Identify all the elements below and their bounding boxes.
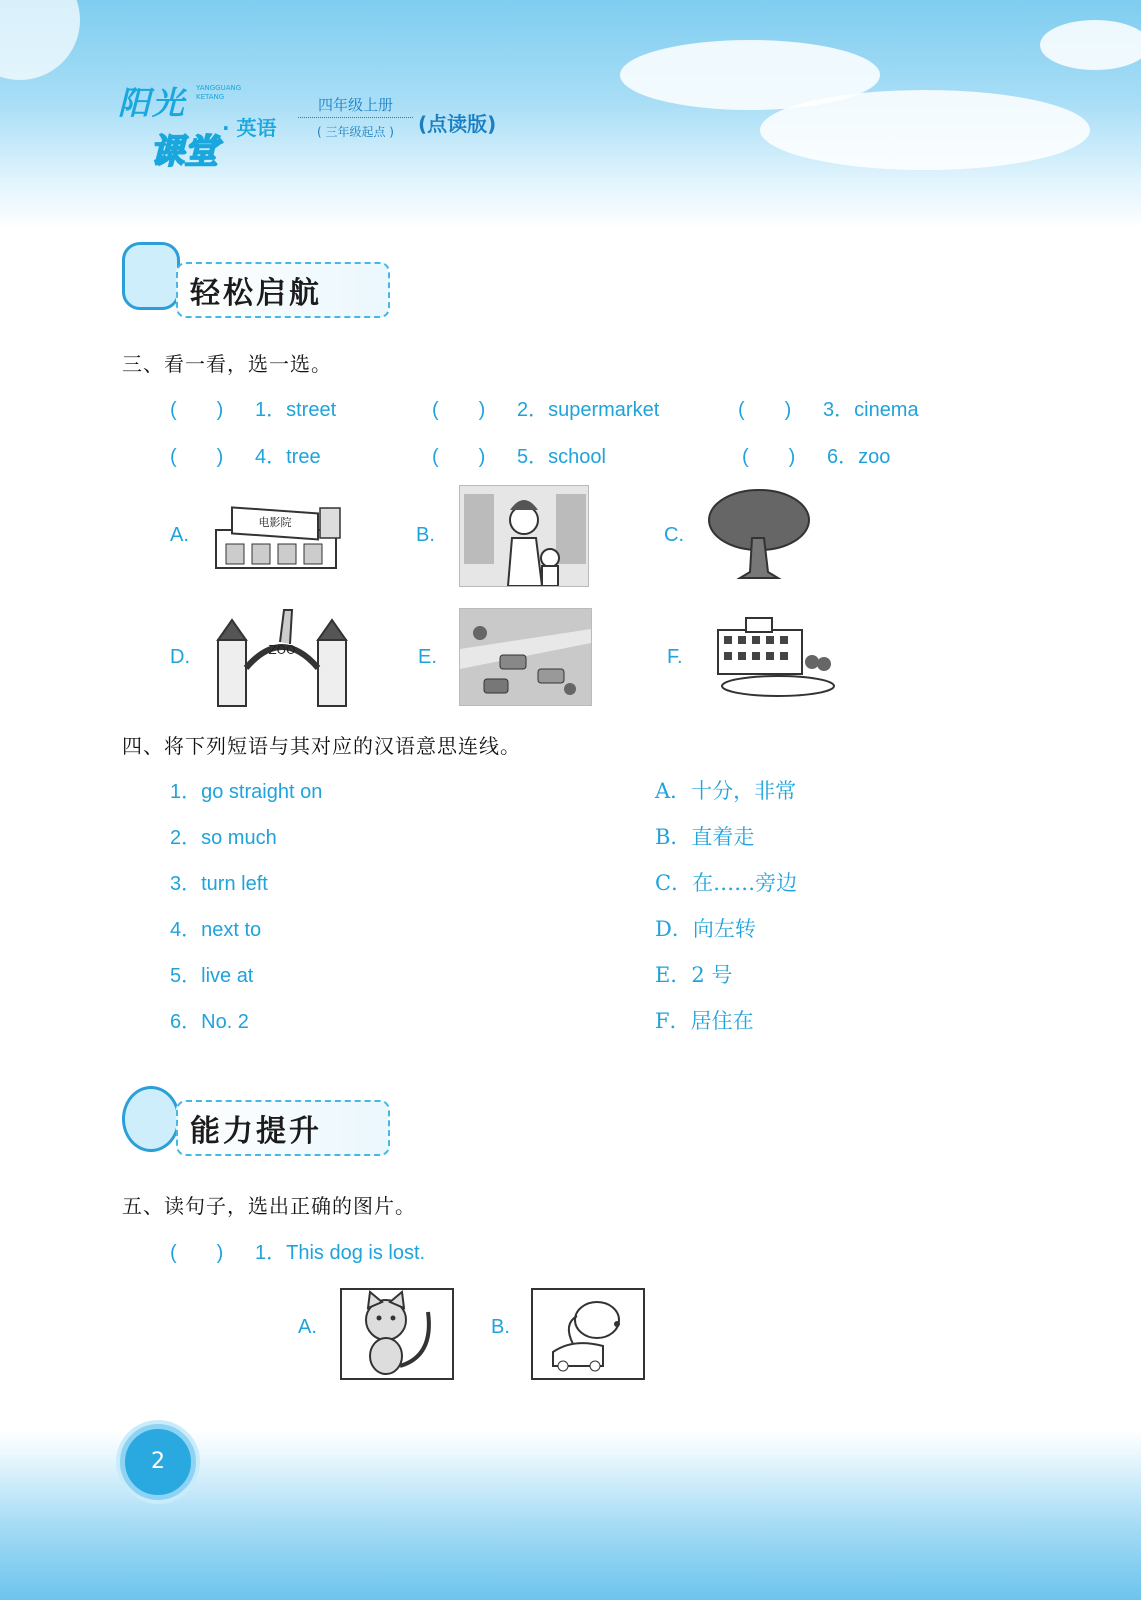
- phrase-en[interactable]: 6．No. 2: [170, 1011, 249, 1033]
- answer-blank[interactable]: ( ): [432, 399, 486, 421]
- phrase-cn[interactable]: E．2 号: [655, 963, 733, 987]
- grade-label: 四年级上册: [298, 94, 413, 118]
- option-letter: A.: [298, 1316, 317, 1338]
- section-title: 轻松启航: [190, 276, 322, 311]
- item-label: 1．street: [255, 399, 337, 421]
- phrase-en[interactable]: 2．so much: [170, 827, 277, 849]
- option-letter: B.: [416, 524, 435, 546]
- option-letter: A.: [170, 524, 189, 546]
- phrase-cn[interactable]: F．居住在: [655, 1009, 754, 1033]
- cat-icon[interactable]: [340, 1288, 454, 1380]
- phrase-cn[interactable]: C．在……旁边: [655, 871, 798, 895]
- supermarket-icon: [459, 485, 589, 587]
- item-label: 3．cinema: [823, 399, 919, 421]
- start-label: ( 三年级起点 ): [317, 125, 394, 139]
- subject-label: · 英语: [222, 116, 277, 140]
- answer-blank[interactable]: ( ): [170, 1242, 224, 1264]
- cinema-sign: 电影院: [258, 516, 292, 529]
- phrase-en[interactable]: 5．live at: [170, 965, 254, 987]
- tree-icon: [706, 486, 812, 582]
- phrase-en[interactable]: 4．next to: [170, 919, 262, 941]
- school-icon: [708, 614, 838, 698]
- section-title: 能力提升: [190, 1114, 322, 1149]
- answer-blank[interactable]: ( ): [170, 399, 224, 421]
- item-label: 2．supermarket: [517, 399, 660, 421]
- option-letter: F.: [667, 646, 683, 668]
- dog-icon[interactable]: [531, 1288, 645, 1380]
- cloud: [1040, 20, 1141, 70]
- mascot-icon: [122, 1086, 180, 1152]
- zoo-sign: ZOO: [268, 643, 296, 657]
- logo-small-text: YANGGUANG KETANG: [196, 84, 242, 101]
- cloud: [760, 90, 1090, 170]
- question-title: 五、读句子，选出正确的图片。: [122, 1194, 416, 1218]
- phrase-en[interactable]: 3．turn left: [170, 873, 268, 895]
- phrase-cn[interactable]: A．十分，非常: [655, 779, 797, 803]
- answer-blank[interactable]: ( ): [738, 399, 792, 421]
- logo-line2: 课堂: [150, 132, 218, 172]
- version-label: (点读版): [418, 112, 497, 136]
- option-letter: C.: [664, 524, 684, 546]
- item-label: 1．This dog is lost.: [255, 1242, 426, 1264]
- item-label: 4．tree: [255, 446, 321, 468]
- item-label: 6．zoo: [827, 446, 891, 468]
- phrase-cn[interactable]: B．直着走: [655, 825, 755, 849]
- item-label: 5．school: [517, 446, 606, 468]
- option-letter: D.: [170, 646, 190, 668]
- page-number: 2: [120, 1424, 196, 1500]
- option-letter: B.: [491, 1316, 510, 1338]
- cinema-icon: [212, 500, 344, 572]
- phrase-en[interactable]: 1．go straight on: [170, 781, 323, 803]
- logo-line1: 阳光: [118, 84, 187, 122]
- mascot-icon: [122, 242, 180, 310]
- answer-blank[interactable]: ( ): [170, 446, 224, 468]
- option-letter: E.: [418, 646, 437, 668]
- phrase-cn[interactable]: D．向左转: [655, 917, 756, 941]
- question-title: 三、看一看，选一选。: [122, 352, 332, 376]
- street-icon: [459, 608, 592, 706]
- zoo-gate-icon: [214, 606, 350, 708]
- answer-blank[interactable]: ( ): [742, 446, 796, 468]
- question-title: 四、将下列短语与其对应的汉语意思连线。: [122, 734, 521, 758]
- answer-blank[interactable]: ( ): [432, 446, 486, 468]
